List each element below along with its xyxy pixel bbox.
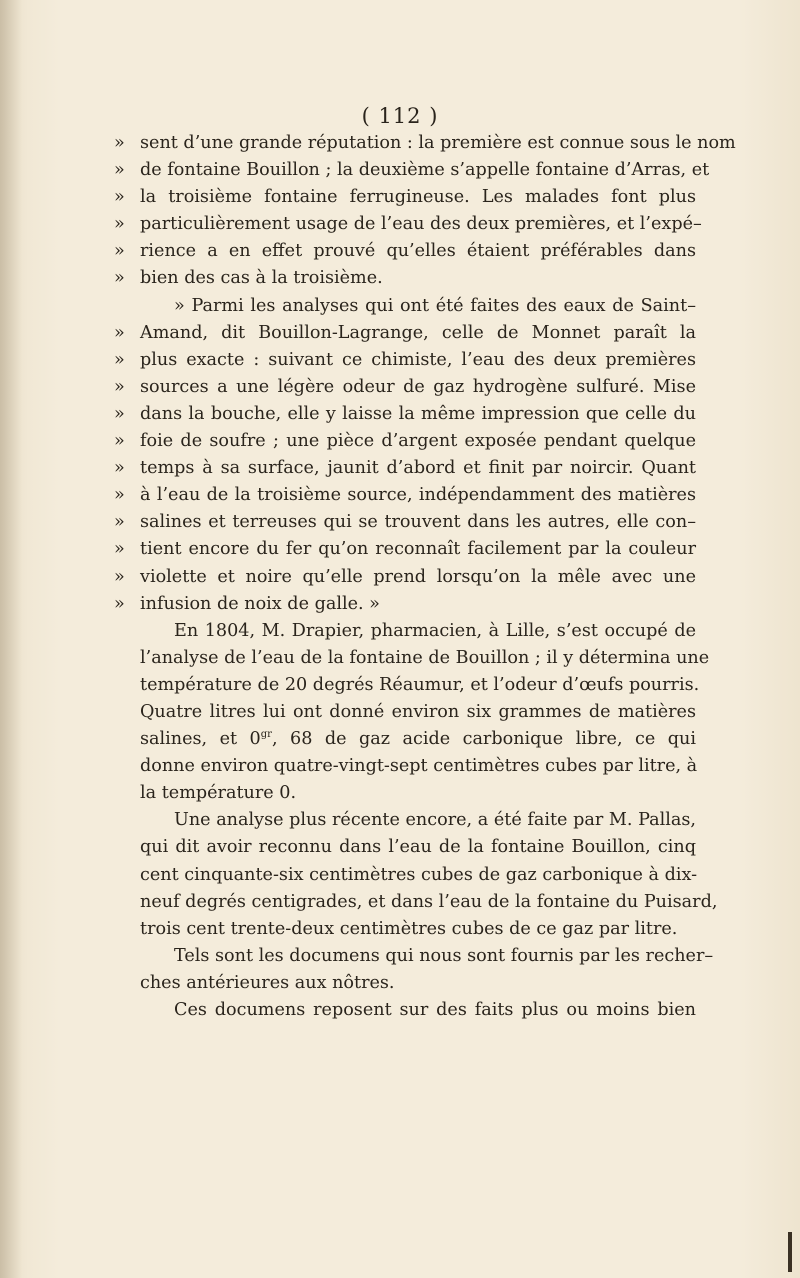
text-line: [114, 509, 696, 536]
text-line: [114, 320, 696, 347]
text-line: [140, 293, 696, 320]
text-line: [114, 482, 696, 509]
line-text: Tels sont les documens qui nous sont fournis par les recher–: [174, 945, 714, 966]
line-text: salines, et 0: [140, 729, 261, 750]
text-line: [114, 428, 696, 455]
text-line: [114, 536, 696, 563]
line-text: salines et terreuses qui se trouvent dans les autres, elle con–: [140, 512, 696, 533]
text-line: [140, 672, 700, 699]
text-line: [114, 374, 696, 401]
gutter-shadow: [0, 0, 22, 1278]
text-line: [140, 618, 696, 645]
quote-mark: »: [114, 268, 125, 289]
quote-mark: »: [114, 458, 125, 479]
line-text: infusion de noix de galle. »: [140, 593, 380, 614]
line-text: sent d’une grande réputation : la première est connue sous le nom: [140, 133, 736, 153]
text-line: [140, 645, 710, 672]
superscript: gr: [260, 729, 272, 741]
text-line: [114, 211, 702, 238]
quote-mark: »: [114, 593, 125, 614]
body-text: [114, 130, 736, 1024]
text-line: [140, 834, 696, 861]
quote-mark: »: [114, 485, 125, 506]
page-edge-mark: [788, 1232, 792, 1272]
text-line: [114, 157, 710, 184]
line-text: la troisième fontaine ferrugineuse. Les malades font plus: [140, 187, 696, 208]
line-text: cent cinquante-six centimètres cubes de gaz carbonique à dix-: [140, 864, 698, 885]
quote-mark: »: [114, 512, 125, 533]
text-line: [140, 862, 696, 889]
line-text: sources a une légère odeur de gaz hydrogène sulfuré. Mise: [140, 376, 696, 397]
text-line: [140, 943, 714, 970]
text-line: [114, 265, 696, 292]
line-text: l’analyse de l’eau de la fontaine de Bouillon ; il y détermina une: [140, 647, 710, 668]
line-text: particulièrement usage de l’eau des deux premières, et l’expé–: [140, 214, 702, 235]
line-text: foie de soufre ; une pièce d’argent exposée pendant quelque: [140, 431, 696, 452]
page-number: ( 112 ): [361, 104, 439, 128]
line-text: Une analyse plus récente encore, a été faite par M. Pallas,: [174, 810, 696, 831]
line-text: trois cent trente-deux centimètres cubes de ce gaz par litre.: [140, 918, 678, 939]
text-line: [114, 347, 696, 374]
line-text: donne environ quatre-vingt-sept centimètres cubes par litre, à: [140, 756, 698, 777]
text-line: [140, 726, 696, 753]
text-line: [140, 889, 718, 916]
line-text: de fontaine Bouillon ; la deuxième s’appelle fontaine d’Arras, et: [140, 160, 710, 181]
text-line: [140, 699, 696, 726]
line-text: plus exacte : suivant ce chimiste, l’eau des deux premières: [140, 349, 696, 370]
line-text: bien des cas à la troisième.: [140, 268, 383, 289]
line-text: température de 20 degrés Réaumur, et l’odeur d’œufs pourris.: [140, 674, 700, 695]
text-line: [114, 184, 696, 211]
quote-mark: »: [114, 431, 125, 452]
text-line: [140, 780, 696, 807]
text-line: [140, 916, 696, 943]
quote-mark: »: [114, 133, 125, 153]
line-text: rience a en effet prouvé qu’elles étaient préférables dans: [140, 241, 696, 262]
quote-mark: »: [114, 349, 125, 370]
quote-mark: »: [114, 376, 125, 397]
text-line: [114, 455, 696, 482]
quote-mark: »: [114, 241, 125, 262]
text-line: [114, 130, 736, 157]
text-line: [140, 753, 696, 780]
text-line: [140, 807, 696, 834]
text-line: [140, 997, 696, 1024]
line-text: Amand, dit Bouillon-Lagrange, celle de Monnet paraît la: [140, 322, 696, 343]
line-text: tient encore du fer qu’on reconnaît facilement par la couleur: [140, 539, 696, 560]
line-text: qui dit avoir reconnu dans l’eau de la fontaine Bouillon, cinq: [140, 837, 696, 858]
line-text: ches antérieures aux nôtres.: [140, 972, 395, 993]
line-text: neuf degrés centigrades, et dans l’eau de la fontaine du Puisard,: [140, 891, 718, 912]
line-text: temps à sa surface, jaunit d’abord et finit par noircir. Quant: [140, 458, 696, 479]
line-text: En 1804, M. Drapier, pharmacien, à Lille, s’est occupé de: [174, 620, 696, 641]
line-text: » Parmi les analyses qui ont été faites des eaux de Saint–: [174, 295, 696, 316]
text-line: [114, 591, 696, 618]
quote-mark: »: [114, 214, 125, 235]
quote-mark: »: [114, 322, 125, 343]
line-text: la température 0.: [140, 783, 297, 804]
quote-mark: »: [114, 187, 125, 208]
line-text: Ces documens reposent sur des faits plus ou moins bien: [174, 1000, 696, 1020]
quote-mark: »: [114, 160, 125, 181]
line-text: dans la bouche, elle y laisse la même impression que celle du: [140, 403, 696, 424]
quote-mark: »: [114, 403, 125, 424]
line-text: Quatre litres lui ont donné environ six grammes de matières: [140, 701, 696, 722]
quote-mark: »: [114, 539, 125, 560]
line-text: à l’eau de la troisième source, indépendamment des matières: [140, 485, 696, 506]
line-text-continued: , 68 de gaz acide carbonique libre, ce qui: [271, 729, 696, 750]
quote-mark: »: [114, 566, 125, 587]
text-line: [140, 970, 696, 997]
text-line: [114, 401, 696, 428]
line-text: violette et noire qu’elle prend lorsqu’on la mêle avec une: [140, 566, 696, 587]
text-line: [114, 238, 696, 265]
text-line: [114, 564, 696, 591]
